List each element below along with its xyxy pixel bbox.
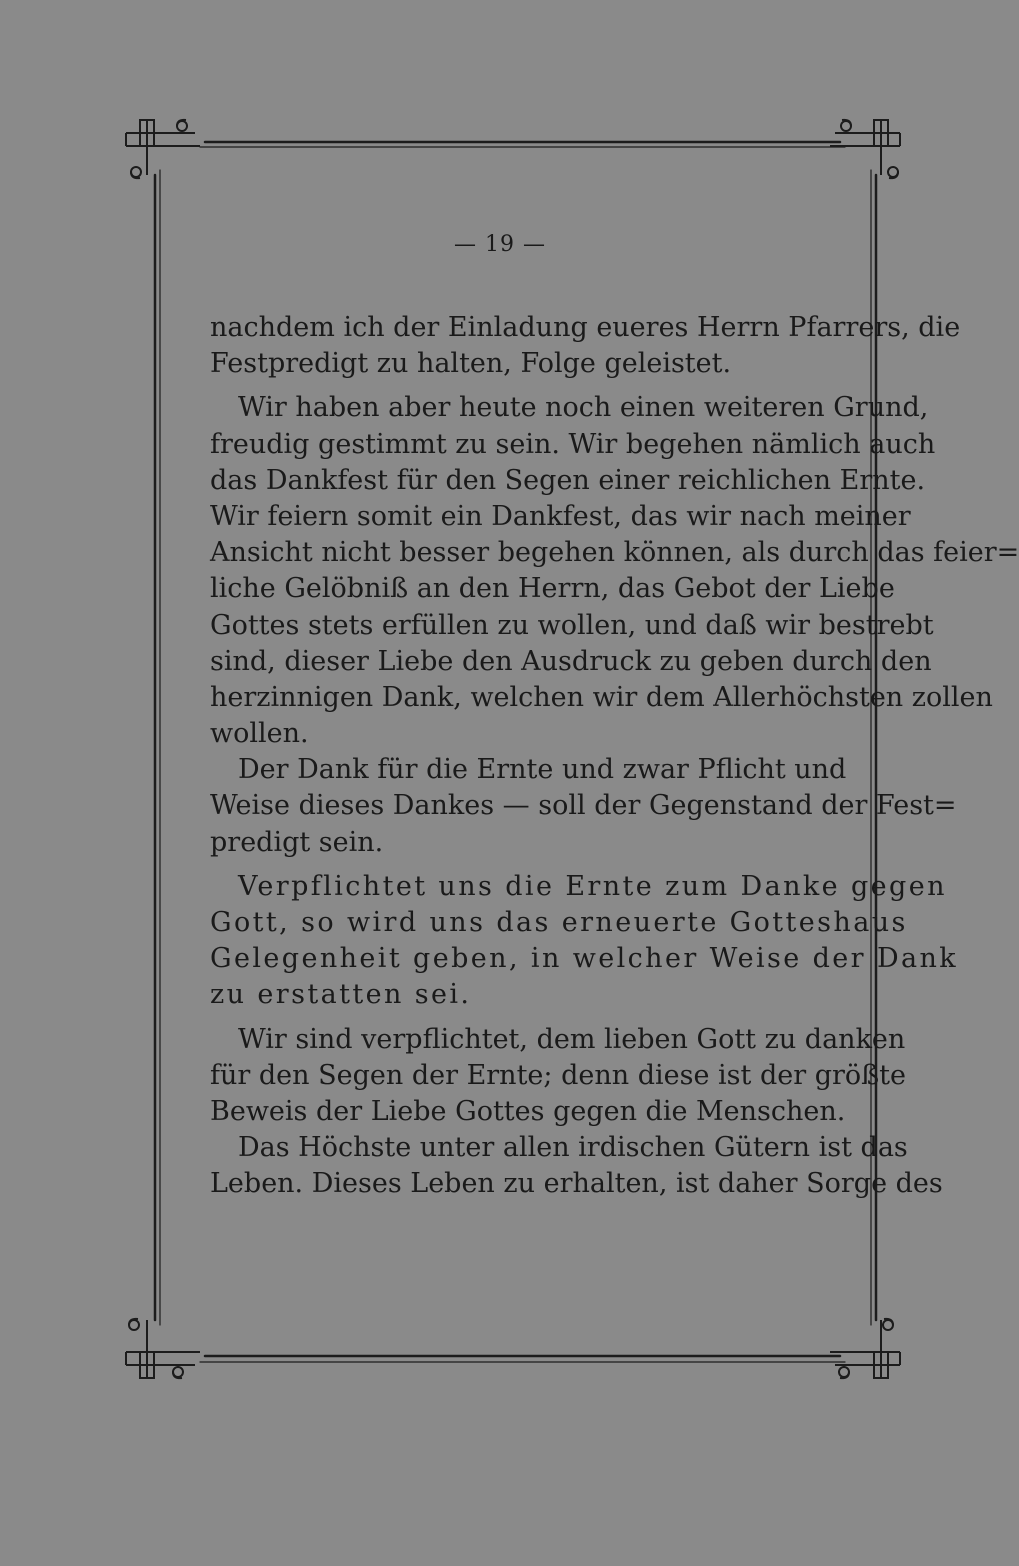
corner-ornament-top-left <box>126 120 200 178</box>
text-line: sind, dieser Liebe den Ausdruck zu geben durch den <box>210 645 932 677</box>
text-line: Gottes stets erfüllen zu wollen, und daß wir bestrebt <box>210 609 934 641</box>
text-line: Verpflichtet uns die Ernte zum Danke gegen <box>238 870 947 902</box>
text-line: Beweis der Liebe Gottes gegen die Menschen. <box>210 1095 846 1127</box>
text-line: Gelegenheit geben, in welcher Weise der Dank <box>210 943 959 975</box>
paragraph <box>210 310 961 382</box>
corner-ornament-top-right <box>830 120 900 178</box>
text-line: Das Höchste unter allen irdischen Gütern ist das <box>238 1132 908 1164</box>
paragraph <box>210 390 1019 752</box>
text-line: Der Dank für die Ernte und zwar Pflicht und <box>238 754 847 786</box>
text-line: herzinnigen Dank, welchen wir dem Allerhöchsten zollen <box>210 681 993 713</box>
paragraph <box>210 1130 943 1202</box>
corner-ornament-bottom-right <box>830 1319 900 1378</box>
text-line: zu erstatten sei. <box>210 979 472 1011</box>
paragraph <box>210 752 957 861</box>
text-line: Wir haben aber heute noch einen weiteren Grund, <box>238 392 929 424</box>
corner-ornament-bottom-left <box>126 1319 200 1378</box>
text-line: das Dankfest für den Segen einer reichlichen Ernte. <box>210 464 926 496</box>
text-line: Ansicht nicht besser begehen können, als durch das feier= <box>210 537 1019 569</box>
body-text <box>210 310 1019 1203</box>
text-line: Gott, so wird uns das erneuerte Gotteshaus <box>210 907 908 938</box>
text-line: Wir feiern somit ein Dankfest, das wir nach meiner <box>210 500 911 532</box>
paragraph-emphasis <box>210 869 959 1014</box>
text-line: Wir sind verpflichtet, dem lieben Gott zu danken <box>238 1023 906 1055</box>
text-line: predigt sein. <box>210 826 384 858</box>
text-line: freudig gestimmt zu sein. Wir begehen nämlich auch <box>210 428 936 460</box>
text-line: wollen. <box>210 718 309 750</box>
text-line: Festpredigt zu halten, Folge geleistet. <box>210 348 732 380</box>
text-line: für den Segen der Ernte; denn diese ist der größte <box>210 1059 907 1091</box>
paragraph <box>210 1022 907 1131</box>
text-line: liche Gelöbniß an den Herrn, das Gebot der Liebe <box>210 573 895 605</box>
text-line: Weise dieses Dankes — soll der Gegenstand der Fest= <box>210 790 957 822</box>
page-number: — 19 — <box>454 232 546 257</box>
text-line: Leben. Dieses Leben zu erhalten, ist daher Sorge des <box>210 1168 943 1200</box>
text-line: nachdem ich der Einladung eueres Herrn Pfarrers, die <box>210 312 961 343</box>
